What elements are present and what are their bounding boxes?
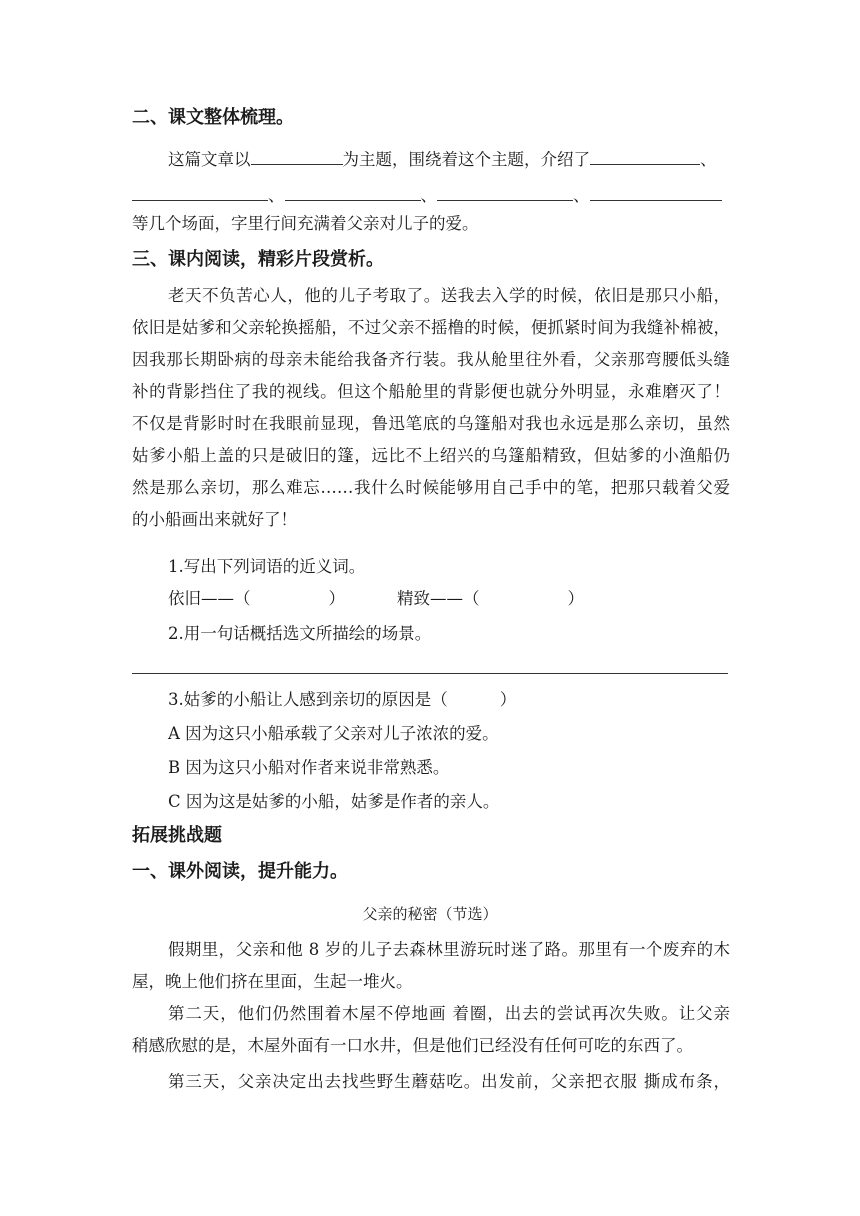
close-paren: ） xyxy=(499,690,517,709)
separator: 、 xyxy=(700,150,717,169)
extension-sub-heading: 一、课外阅读，提升能力。 xyxy=(132,861,348,882)
section3-heading: 三、课内阅读，精彩片段赏析。 xyxy=(132,249,384,270)
reading-line: 屋，晚上他们挤在里面，生起一堆火。 xyxy=(132,972,413,991)
answer-line[interactable] xyxy=(132,673,728,674)
reading-line: 稍感欣慰的是，木屋外面有一口水井，但是他们已经没有任何可吃的东西了。 xyxy=(132,1036,693,1055)
passage-line: 老天不负苦心人，他的儿子考取了。送我去入学的时候，依旧是那只小船， xyxy=(168,286,730,305)
text-segment: 这篇文章以 xyxy=(168,150,251,169)
section2-line1 xyxy=(168,146,717,172)
question-3-text: 3.姑爹的小船让人感到亲切的原因是（ xyxy=(168,690,448,709)
fill-blank-scene-5[interactable] xyxy=(590,182,722,201)
question-1: 1.写出下列词语的近义词。 xyxy=(168,557,366,576)
passage-line: 姑爹小船上盖的只是破旧的篷，远比不上绍兴的乌篷船精致，但姑爹的小渔船仍 xyxy=(132,446,730,465)
separator: 、 xyxy=(268,186,285,205)
fill-blank-scene-1[interactable] xyxy=(590,146,700,165)
close-paren: ） xyxy=(328,589,345,608)
synonym-prompt-1: 依旧——（ xyxy=(168,589,251,608)
extension-heading: 拓展挑战题 xyxy=(132,825,222,846)
close-paren: ） xyxy=(567,589,584,608)
passage-line: 然是那么亲切，那么难忘……我什么时候能够用自己手中的笔，把那只载着父爱 xyxy=(132,478,730,497)
passage-line: 不仅是背影时时在我眼前显现，鲁迅笔底的乌篷船对我也永远是那么亲切，虽然 xyxy=(132,414,730,433)
reading-line: 假期里，父亲和他 8 岁的儿子去森林里游玩时迷了路。那里有一个废弃的木 xyxy=(168,940,730,959)
reading-title: 父亲的秘密（节选） xyxy=(362,905,498,923)
reading-line: 第二天，他们仍然围着木屋不停地画 着圈，出去的尝试再次失败。让父亲 xyxy=(168,1004,730,1023)
passage-line: 依旧是姑爹和父亲轮换摇船，不过父亲不摇橹的时候，便抓紧时间为我缝补棉被， xyxy=(132,318,730,337)
option-c: C 因为这是姑爹的小船，姑爹是作者的亲人。 xyxy=(168,792,500,811)
question-1-answers xyxy=(168,587,584,611)
text-segment: 为主题，围绕着这个主题，介绍了 xyxy=(342,150,590,169)
option-b: B 因为这只小船对作者来说非常熟悉。 xyxy=(168,758,450,777)
section2-line2 xyxy=(132,182,722,208)
fill-blank-scene-3[interactable] xyxy=(285,182,421,201)
question-3 xyxy=(168,688,516,712)
passage-line: 因我那长期卧病的母亲未能给我备齐行装。我从舱里往外看，父亲那弯腰低头缝 xyxy=(132,350,730,369)
fill-blank-scene-4[interactable] xyxy=(437,182,573,201)
reading-line: 第三天，父亲决定出去找些野生蘑菇吃。出发前，父亲把衣服 撕成布条， xyxy=(168,1072,730,1091)
synonym-prompt-2: 精致——（ xyxy=(397,589,480,608)
passage-line: 的小船画出来就好了！ xyxy=(132,510,297,529)
section2-line3: 等几个场面，字里行间充满着父亲对儿子的爱。 xyxy=(132,214,479,233)
section2-heading: 二、课文整体梳理。 xyxy=(132,107,294,128)
fill-blank-scene-2[interactable] xyxy=(132,182,268,201)
separator: 、 xyxy=(573,186,590,205)
separator: 、 xyxy=(420,186,437,205)
passage-line: 补的背影挡住了我的视线。但这个船舱里的背影便也就分外明显，永难磨灭了！ xyxy=(132,382,730,401)
option-a: A 因为这只小船承载了父亲对儿子浓浓的爱。 xyxy=(168,724,499,743)
question-2: 2.用一句话概括选文所描绘的场景。 xyxy=(168,624,432,643)
fill-blank-theme[interactable] xyxy=(251,146,343,165)
